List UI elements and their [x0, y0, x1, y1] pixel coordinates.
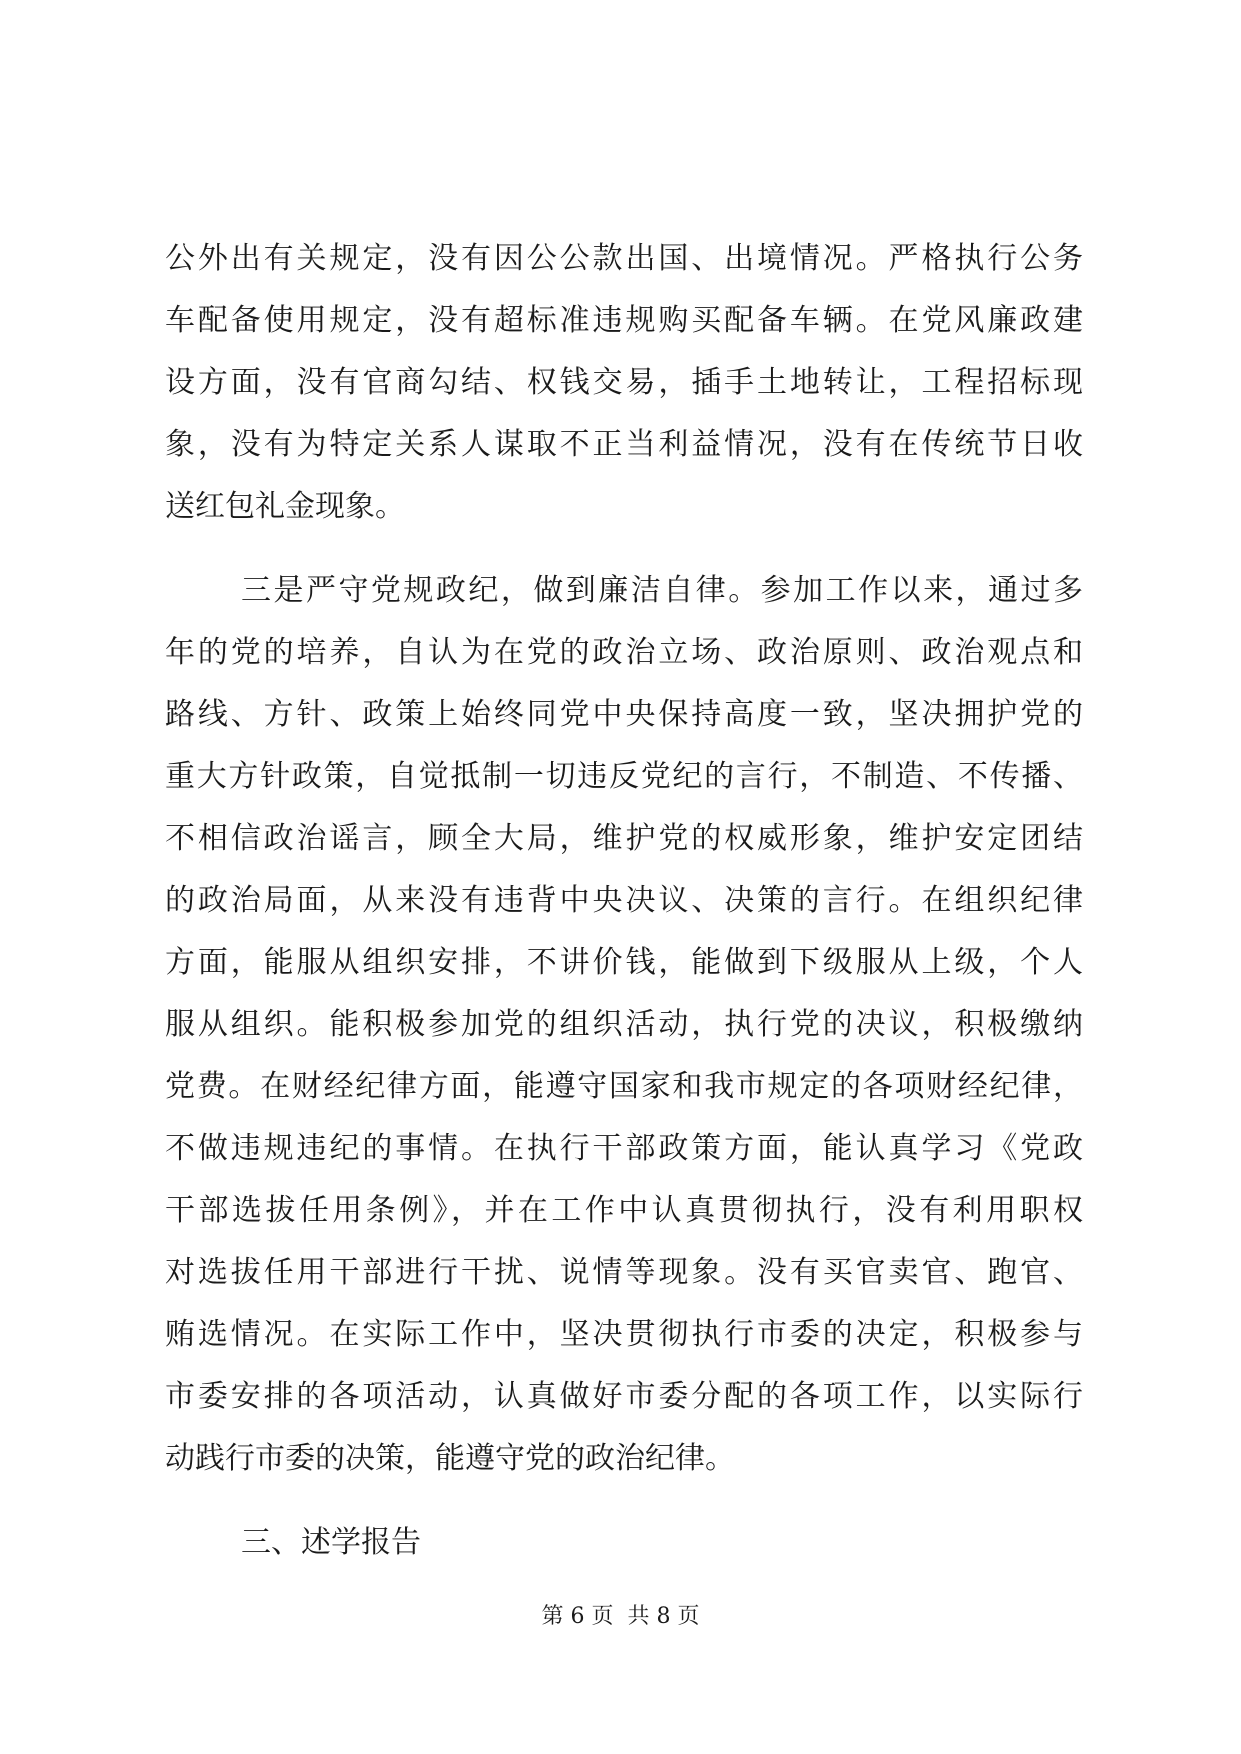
text-line: 不相信政治谣言，顾全大局，维护党的权威形象，维护安定团结 — [165, 821, 1083, 856]
text-line: 车配备使用规定，没有超标准违规购买配备车辆。在党风廉政建 — [165, 303, 1083, 338]
text-line: 干部选拔任用条例》，并在工作中认真贯彻执行，没有利用职权 — [165, 1193, 1083, 1228]
text-line: 象，没有为特定关系人谋取不正当利益情况，没有在传统节日收 — [165, 427, 1083, 462]
text-line: 对选拔任用干部进行干扰、说情等现象。没有买官卖官、跑官、 — [165, 1255, 1083, 1290]
text-line: 市委安排的各项活动，认真做好市委分配的各项工作，以实际行 — [165, 1379, 1083, 1414]
page-number-label: 第 6 页 共 8 页 — [541, 1604, 700, 1629]
text-line: 公外出有关规定，没有因公公款出国、出境情况。严格执行公务 — [165, 241, 1083, 276]
paragraph-start-line: 三是严守党规政纪，做到廉洁自律。参加工作以来，通过多 — [241, 573, 1083, 608]
text-line: 方面，能服从组织安排，不讲价钱，能做到下级服从上级，个人 — [165, 945, 1083, 980]
text-line: 动践行市委的决策，能遵守党的政治纪律。 — [165, 1441, 735, 1476]
text-line: 贿选情况。在实际工作中，坚决贯彻执行市委的决定，积极参与 — [165, 1317, 1083, 1352]
text-line: 路线、方针、政策上始终同党中央保持高度一致，坚决拥护党的 — [165, 697, 1083, 732]
text-line: 年的党的培养，自认为在党的政治立场、政治原则、政治观点和 — [165, 635, 1083, 670]
text-line: 不做违规违纪的事情。在执行干部政策方面，能认真学习《党政 — [165, 1131, 1083, 1166]
text-line: 送红包礼金现象。 — [165, 489, 405, 524]
text-line: 重大方针政策，自觉抵制一切违反党纪的言行，不制造、不传播、 — [165, 759, 1083, 794]
text-line: 的政治局面，从来没有违背中央决议、决策的言行。在组织纪律 — [165, 883, 1083, 918]
section-heading: 三、述学报告 — [241, 1525, 421, 1560]
text-line: 服从组织。能积极参加党的组织活动，执行党的决议，积极缴纳 — [165, 1007, 1083, 1042]
page-footer — [0, 1602, 1241, 1632]
text-line: 党费。在财经纪律方面，能遵守国家和我市规定的各项财经纪律， — [165, 1069, 1083, 1104]
text-line: 设方面，没有官商勾结、权钱交易，插手土地转让，工程招标现 — [165, 365, 1083, 400]
